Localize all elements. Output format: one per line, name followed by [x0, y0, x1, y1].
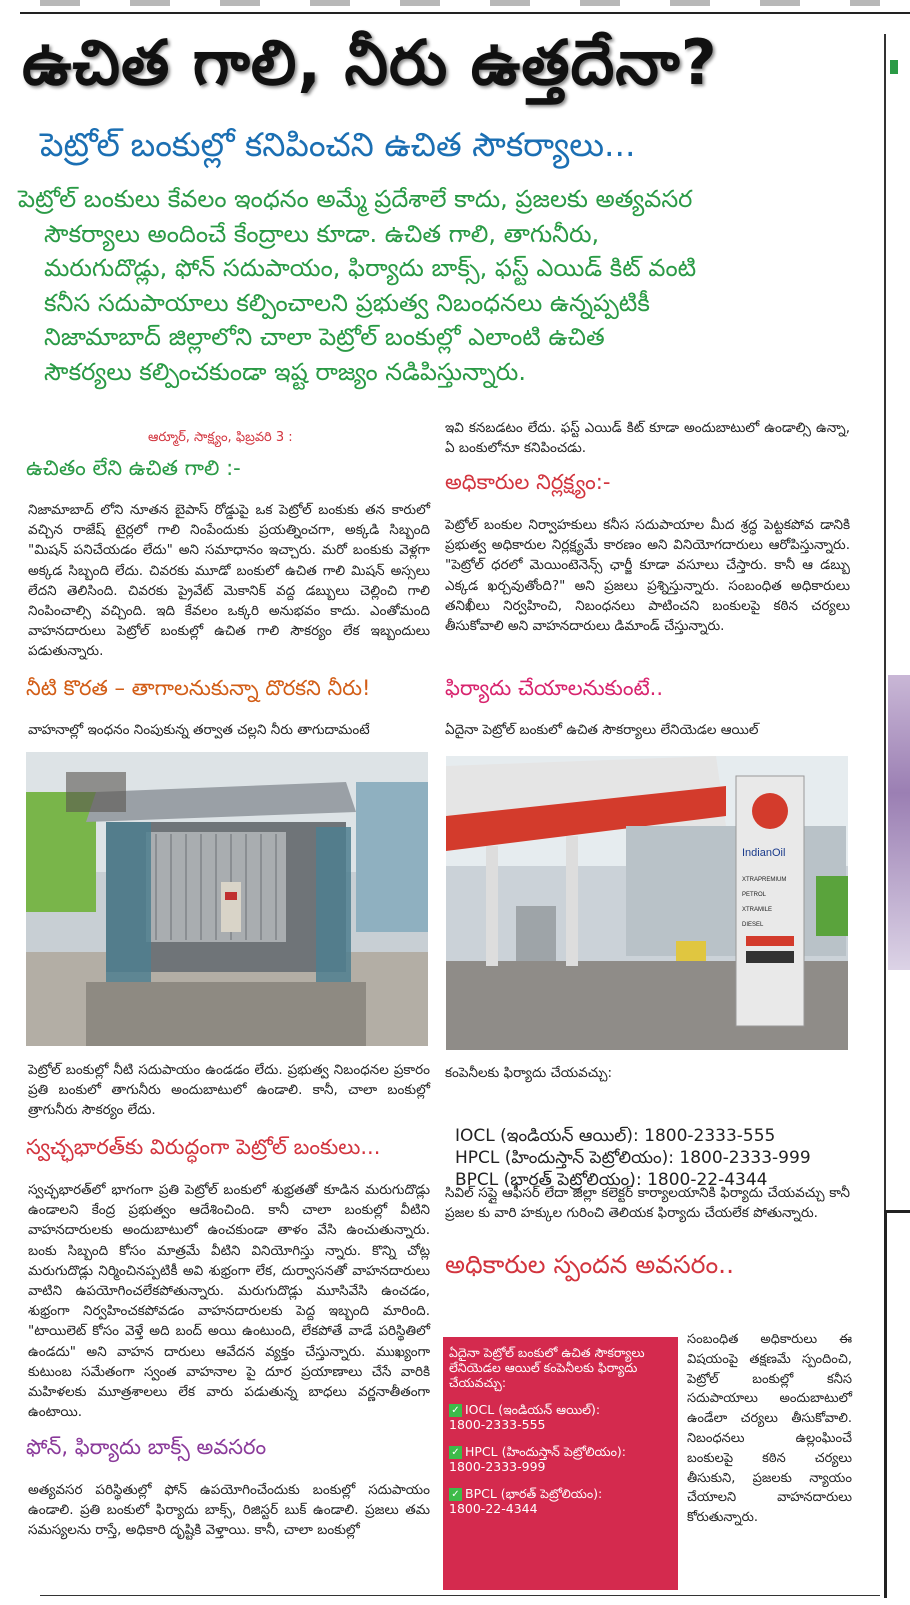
section-title-swachh-bharat: స్వచ్ఛభారత్‌కు విరుద్ధంగా పెట్రోల్ బంకులు...: [26, 1135, 381, 1159]
intro-paragraph: [18, 182, 858, 389]
section-title-phone-complaint: ఫోన్, ఫిర్యాదు బాక్స్ అవసరం: [26, 1435, 267, 1459]
photo-water-booth: [26, 752, 428, 1046]
subheadline: పెట్రోల్ బంకుల్లో కనిపించని ఉచిత సౌకర్యాలు...: [40, 125, 636, 164]
intro-line: సౌకర్యాలు అందించే కేంద్రాలు కూడా. ఉచిత గాలి, తాగునీరు,: [44, 219, 600, 248]
section-body-complaint-bottom: కంపెనీలకు ఫిర్యాదు చేయవచ్చు:: [445, 1065, 613, 1081]
sign-brand: IndianOil: [742, 847, 786, 859]
box-intro: ఏదైనా పెట్రోల్ బంకులో ఉచిత సౌకర్యాలు లేనియెడల ఆయిల్ కంపెనీలకు ఫిర్యాదు చేయవచ్చు:: [449, 1345, 645, 1390]
section-body-free-air: నిజామాబాద్ లోని నూతన బైపాస్ రోడ్డుపై ఒక పెట్రోల్ బంకుకు తన కారులో వచ్చిన రాజేష్ టైర్లలో గాలి నింపేందుకు ప్రయత్నించగా, అక్కడి సిబ్బంది "మిషన్ పనిచేయడం లేదు" అని సమాధానం ఇచ్చారు. మరో బంకుకు వెళ్లగా అక్కడ సిబ్బంది లేదు. చివరకు మూడో బంకులో ఉచిత గాలి మిషన్ అస్సలు లేదని తెలిసింది. చివరకు ప్రైవేట్ మెకానిక్ వద్ద డబ్బులు చెల్లించి గాలి నింపించాల్సి వచ్చింది. ఇది కేవలం ఒక్కరి అనుభవం కాదు. ఎంతోమంది వాహనదారులు పెట్రోల్ బంకుల్లో ఉచిత గాలి సౌకర్యం లేక ఇబ్బందులు పడుతున్నారు.: [28, 502, 430, 660]
check-icon: ✓: [449, 1488, 462, 1501]
previous-article-fragment: [40, 0, 880, 6]
intro-line: కనీస సదుపాయాలు కల్పించాలని ప్రభుత్వ నిబంధనలు ఉన్నప్పటికీ: [44, 288, 650, 317]
contact-bpcl: BPCL (భారత్ పెట్రోలియం): 1800-22-4344: [455, 1170, 768, 1190]
intro-line: సౌకర్యలు కల్పించకుండా ఇష్ట రాజ్యం నడిపిస్తున్నారు.: [44, 357, 526, 386]
contact-list: [455, 1125, 811, 1191]
intro-line: నిజామాబాద్ జిల్లాలోని చాలా పెట్రోల్ బంకుల్లో ఎలాంటి ఉచిత: [44, 323, 605, 351]
section-title-water: నీటి కొరత – తాగాలనుకున్నా దొరకని నీరు!: [26, 676, 371, 700]
sign-row: PETROL: [742, 892, 767, 898]
complaint-info-box: [443, 1337, 678, 1590]
section-body-water-top: వాహనాల్లో ఇంధనం నింపుకున్న తర్వాత చల్లని నీరు తాగుదామంటే: [28, 722, 370, 738]
section-body-phone-complaint: అత్యవసర పరిస్థితుల్లో ఫోన్ ఉపయోగించేందుకు బంకుల్లో సదుపాయం ఉండాలి. ప్రతి బంకులో ఫిర్యాదు బాక్స్, రిజిస్టర్ బుక్ ఉండాలి. ప్రజలు తమ సమస్యలను రాస్తే, అధికారి దృష్టికి వెళ్తాయి. కానీ, చాలా బంకుల్లో: [28, 1482, 430, 1539]
box-item-iocl: [449, 1402, 672, 1432]
section-body-water-bottom: పెట్రోల్ బంకుల్లో నీటి సదుపాయం ఉండడం లేదు. ప్రభుత్వ నిబంధనల ప్రకారం ప్రతి బంకులో తాగునీరు అందుబాటులో ఉండాలి. కానీ, చాలా బంకుల్లో త్రాగునీరు సౌకర్యం లేదు.: [28, 1062, 430, 1119]
bottom-rule: [40, 1595, 880, 1596]
box-item-phone: 1800-2333-555: [449, 1417, 546, 1432]
adjacent-page-image: [888, 675, 910, 970]
section-body-swachh-bharat: స్వచ్ఛభారత్‌లో భాగంగా ప్రతి పెట్రోల్ బంకులో శుభ్రతతో కూడిన మరుగుదొడ్లు ఉండాలని కేంద్ర ప్రభుత్వం ఆదేశించింది. కానీ చాలా బంకుల్లో వీటిని వాహనదారులకు అందుబాటులో ఉంచకుండా తాళం వేసి ఉంచుతున్నారు. బంకు సిబ్బంది కోసం మాత్రమే వీటిని వినియోగిస్తు న్నారు. కొన్ని చోట్ల మరుగుదొడ్లు నిర్మించినప్పటికీ అవి శుభ్రంగా లేక, దుర్వాసనతో వాహనదారులు వాటిని ఉపయోగించలేకపోతున్నారు. మరుగుదొడ్లు మూసివేసి ఉంచడం, శుభ్రంగా నిర్వహించకపోవడం వాహనదారులకు పెద్ద ఇబ్బంది మారింది. "టాయిలెట్ కోసం వెళ్తే అది బంద్ అయి ఉంటుంది, లేకపోతే వాడే పరిస్థితిలో ఉండదు" అని వాహన దారులు ఆవేదన వ్యక్తం చేస్తున్నారు. ముఖ్యంగా కుటుంబ సమేతంగా స్వంత వాహనాల పై దూర ప్రయాణాలు చేసే వారికి మహిళలకు మూత్రశాలలు లేక వారు పడుతున్న బాధలు వర్ణనాతీతంగా ఉంటాయి.: [28, 1182, 430, 1421]
box-item-phone: 1800-22-4344: [449, 1501, 538, 1516]
box-item-name: HPCL (హిందుస్తాన్ పెట్రోలియం):: [465, 1444, 627, 1459]
contact-iocl: IOCL (ఇండియన్ ఆయిల్): 1800-2333-555: [455, 1126, 776, 1146]
section-title-negligence: అధికారుల నిర్లక్ష్యం:-: [445, 470, 611, 494]
sign-row: XTRAMILE: [742, 907, 773, 913]
top-rule: [20, 12, 910, 14]
intro-line: పెట్రోల్ బంకులు కేవలం ఇంధనం అమ్మే ప్రదేశాలే కాదు, ప్రజలకు అత్యవసర: [18, 185, 693, 213]
section-body-complaint-top: ఏదైనా పెట్రోల్ బంకులో ఉచిత సౌకర్యాలు లేనియెడల ఆయిల్: [445, 722, 759, 738]
box-item-hpcl: [449, 1444, 672, 1474]
section-body-response: సంబంధిత అధికారులు ఈ విషయంపై తక్షణమే స్పందించి, పెట్రోల్ బంకుల్లో కనీస సదుపాయాలు అందుబాటులో ఉండేలా చర్యలు తీసుకోవాలి. నిబంధనలు ఉల్లంఘించే బంకులపై కఠిన చర్యలు తీసుకుని, ప్రజలకు న్యాయం చేయాలని వాహనదారులు కోరుతున్నారు.: [687, 1332, 852, 1526]
contact-hpcl: HPCL (హిందుస్తాన్ పెట్రోలియం): 1800-2333-999: [455, 1148, 811, 1168]
dateline: ఆర్మూర్, సాక్ష్యం, ఫిబ్రవరి 3 :: [148, 430, 293, 445]
box-item-name: BPCL (భారత్ పెట్రోలియం):: [465, 1486, 603, 1501]
box-item-bpcl: [449, 1486, 672, 1516]
section-body-civil-supply: సివిల్ సప్లై ఆఫీసర్ లేదా జిల్లా కలెక్టర్ కార్యాలయానికి ఫిర్యాదు చేయవచ్చు కానీ ప్రజల కు వారి హక్కుల గురించి తెలియక ఫిర్యాదు చేయలేక పోతున్నారు.: [445, 1185, 850, 1222]
check-icon: ✓: [449, 1446, 462, 1459]
section-title-free-air: ఉచితం లేని ఉచిత గాలి :-: [26, 456, 241, 480]
sign-row: XTRAPREMIUM: [742, 877, 787, 883]
check-icon: ✓: [449, 1404, 462, 1417]
section-body-first-aid: ఇవి కనబడటం లేదు. ఫస్ట్ ఎయిడ్ కిట్ కూడా అందుబాటులో ఉండాల్సి ఉన్నా, ఏ బంకులోనూ కనిపించడు.: [445, 420, 850, 457]
headline: ఉచిత గాలి, నీరు ఉత్తదేనా?: [22, 26, 718, 99]
intro-line: మరుగుదొడ్లు, ఫోన్ సదుపాయం, ఫిర్యాదు బాక్స్, ఫస్ట్ ఎయిడ్ కిట్ వంటి: [44, 254, 697, 282]
box-item-name: IOCL (ఇండియన్ ఆయిల్):: [465, 1402, 601, 1417]
section-title-complaint: ఫిర్యాదు చేయాలనుకుంటే..: [445, 676, 664, 700]
photo-petrol-pump: [446, 756, 848, 1050]
box-item-phone: 1800-2333-999: [449, 1459, 546, 1474]
adjacent-page-border: [884, 1210, 910, 1598]
section-body-negligence: పెట్రోల్ బంకుల నిర్వాహకులు కనీస సదుపాయాల మీద శ్రద్ధ పెట్టకపోవ డానికి ప్రభుత్వ అధికారుల నిర్లక్ష్యమే కారణం అని వినియోగదారులు ఆరోపిస్తున్నారు. "పెట్రోల్ ధరలో మెయింటెనెన్స్ ఛార్జీ కూడా వసూలు చేస్తారు. కానీ ఆ డబ్బు ఎక్కడ ఖర్చవుతోంది?" అని ప్రజలు ప్రశ్నిస్తున్నారు. సంబంధిత అధికారులు తనిఖీలు నిర్వహించి, నిబంధనలు పాటించని బంకులపై కఠిన చర్యలు తీసుకోవాలి అని వాహనదారులు డిమాండ్ చేస్తున్నారు.: [445, 517, 850, 635]
adjacent-page-fragment: [890, 60, 898, 74]
section-title-response: అధికారుల స్పందన అవసరం..: [445, 1250, 735, 1279]
sign-row: DIESEL: [742, 922, 764, 928]
